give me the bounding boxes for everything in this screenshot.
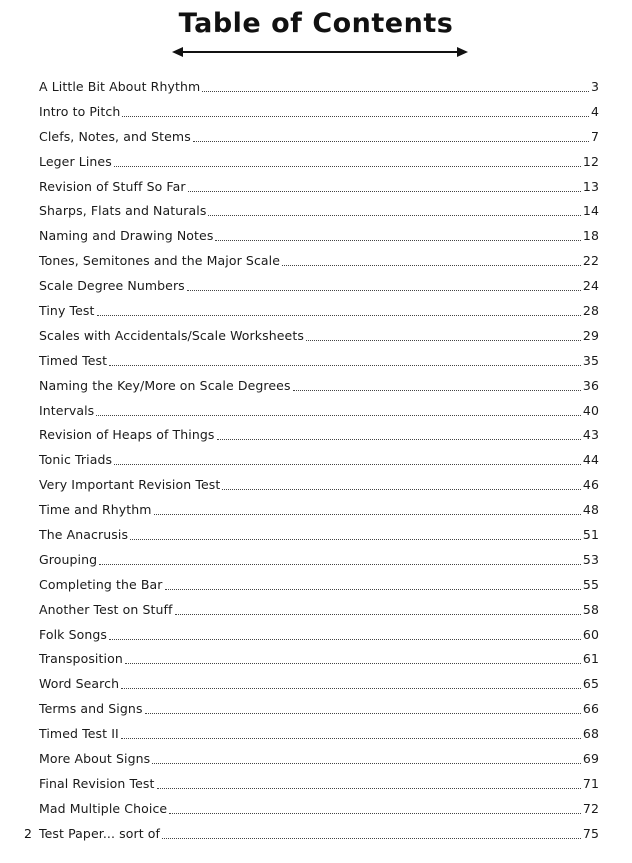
toc-entry-page: 61 bbox=[582, 651, 599, 667]
toc-entry-title: Tones, Semitones and the Major Scale bbox=[39, 253, 281, 269]
dot-leader bbox=[125, 662, 581, 664]
toc-entry bbox=[39, 796, 599, 821]
toc-entry-page: 35 bbox=[582, 352, 599, 368]
toc-entry bbox=[39, 422, 599, 447]
toc-entry-title: Naming and Drawing Notes bbox=[39, 228, 214, 244]
toc-entry bbox=[39, 99, 599, 124]
toc-entry-page: 51 bbox=[582, 526, 599, 542]
toc-entry bbox=[39, 547, 599, 572]
toc-list bbox=[39, 74, 599, 846]
toc-entry-title: Timed Test bbox=[39, 352, 108, 368]
toc-entry-title: Naming the Key/More on Scale Degrees bbox=[39, 377, 291, 393]
toc-entry-page: 13 bbox=[582, 178, 599, 194]
toc-entry-page: 12 bbox=[582, 153, 599, 169]
dot-leader bbox=[222, 488, 581, 490]
dot-leader bbox=[187, 289, 581, 291]
dot-leader bbox=[282, 264, 581, 266]
toc-entry bbox=[39, 447, 599, 472]
dot-leader bbox=[130, 538, 581, 540]
toc-entry-page: 53 bbox=[582, 551, 599, 567]
toc-entry-page: 72 bbox=[582, 800, 599, 816]
toc-entry-title: Scale Degree Numbers bbox=[39, 278, 185, 294]
dot-leader bbox=[121, 737, 581, 739]
toc-entry-title: Grouping bbox=[39, 551, 98, 567]
toc-entry-page: 24 bbox=[582, 278, 599, 294]
toc-entry bbox=[39, 721, 599, 746]
dot-leader bbox=[109, 638, 581, 640]
toc-entry bbox=[39, 273, 599, 298]
dot-leader bbox=[193, 140, 589, 142]
toc-entry bbox=[39, 174, 599, 199]
toc-entry-page: 75 bbox=[582, 825, 599, 841]
dot-leader bbox=[157, 787, 581, 789]
dot-leader bbox=[169, 812, 581, 814]
toc-entry-title: Clefs, Notes, and Stems bbox=[39, 128, 191, 144]
toc-entry-title: Test Paper... sort of bbox=[39, 825, 161, 841]
toc-entry-page: 69 bbox=[582, 750, 599, 766]
dot-leader bbox=[215, 239, 580, 241]
toc-entry bbox=[39, 746, 599, 771]
toc-entry-title: Another Test on Stuff bbox=[39, 601, 173, 617]
dot-leader bbox=[293, 389, 581, 391]
toc-entry-title: Intro to Pitch bbox=[39, 103, 121, 119]
toc-entry-page: 58 bbox=[582, 601, 599, 617]
double-arrow-divider bbox=[172, 45, 468, 59]
toc-entry-page: 14 bbox=[582, 203, 599, 219]
toc-entry-title: Tiny Test bbox=[39, 302, 95, 318]
dot-leader bbox=[217, 438, 581, 440]
toc-entry-page: 65 bbox=[582, 676, 599, 692]
toc-entry-page: 43 bbox=[582, 427, 599, 443]
dot-leader bbox=[114, 463, 581, 465]
toc-entry bbox=[39, 248, 599, 273]
toc-entry-page: 3 bbox=[590, 78, 599, 94]
dot-leader bbox=[154, 513, 581, 515]
dot-leader bbox=[188, 190, 581, 192]
dot-leader bbox=[175, 613, 581, 615]
toc-entry bbox=[39, 522, 599, 547]
toc-entry-page: 40 bbox=[582, 402, 599, 418]
toc-entry-title: Tonic Triads bbox=[39, 452, 113, 468]
toc-entry-page: 22 bbox=[582, 253, 599, 269]
page-number: 2 bbox=[24, 826, 32, 841]
toc-entry-title: Transposition bbox=[39, 651, 123, 667]
toc-entry-title: More About Signs bbox=[39, 750, 151, 766]
dot-leader bbox=[208, 214, 580, 216]
dot-leader bbox=[152, 762, 581, 764]
dot-leader bbox=[99, 563, 581, 565]
toc-entry bbox=[39, 671, 599, 696]
toc-entry-page: 66 bbox=[582, 701, 599, 717]
dot-leader bbox=[306, 339, 581, 341]
dot-leader bbox=[114, 165, 581, 167]
toc-entry-title: Intervals bbox=[39, 402, 95, 418]
toc-entry bbox=[39, 74, 599, 99]
toc-entry-title: Terms and Signs bbox=[39, 701, 143, 717]
toc-entry-page: 29 bbox=[582, 327, 599, 343]
toc-entry-page: 48 bbox=[582, 502, 599, 518]
toc-entry-page: 4 bbox=[590, 103, 599, 119]
toc-entry-title: Very Important Revision Test bbox=[39, 477, 221, 493]
toc-entry-title: Sharps, Flats and Naturals bbox=[39, 203, 207, 219]
toc-entry-page: 46 bbox=[582, 477, 599, 493]
toc-entry-page: 55 bbox=[582, 576, 599, 592]
toc-entry bbox=[39, 323, 599, 348]
toc-entry-title: Revision of Heaps of Things bbox=[39, 427, 215, 443]
toc-entry bbox=[39, 124, 599, 149]
dot-leader bbox=[162, 837, 581, 839]
toc-entry bbox=[39, 597, 599, 622]
dot-leader bbox=[96, 414, 581, 416]
toc-entry bbox=[39, 198, 599, 223]
toc-entry-page: 60 bbox=[582, 626, 599, 642]
dot-leader bbox=[145, 712, 581, 714]
toc-entry-page: 71 bbox=[582, 775, 599, 791]
toc-entry-title: Final Revision Test bbox=[39, 775, 155, 791]
toc-entry bbox=[39, 821, 599, 846]
toc-entry-title: A Little Bit About Rhythm bbox=[39, 78, 201, 94]
toc-entry-title: Scales with Accidentals/Scale Worksheets bbox=[39, 327, 304, 343]
toc-entry-title: Folk Songs bbox=[39, 626, 108, 642]
dot-leader bbox=[109, 364, 581, 366]
toc-entry bbox=[39, 771, 599, 796]
toc-entry-page: 68 bbox=[582, 726, 599, 742]
toc-entry-page: 36 bbox=[582, 377, 599, 393]
toc-entry bbox=[39, 223, 599, 248]
toc-entry bbox=[39, 622, 599, 647]
toc-entry bbox=[39, 298, 599, 323]
toc-entry-title: Word Search bbox=[39, 676, 120, 692]
toc-entry bbox=[39, 646, 599, 671]
dot-leader bbox=[202, 90, 589, 92]
toc-entry-title: Revision of Stuff So Far bbox=[39, 178, 186, 194]
toc-entry-page: 18 bbox=[582, 228, 599, 244]
dot-leader bbox=[122, 115, 589, 117]
toc-entry-title: The Anacrusis bbox=[39, 526, 129, 542]
toc-entry-title: Timed Test II bbox=[39, 726, 119, 742]
dot-leader bbox=[97, 314, 581, 316]
toc-entry-page: 28 bbox=[582, 302, 599, 318]
toc-entry bbox=[39, 373, 599, 398]
page-title: Table of Contents bbox=[178, 8, 454, 39]
toc-entry bbox=[39, 348, 599, 373]
toc-entry bbox=[39, 497, 599, 522]
toc-entry-title: Time and Rhythm bbox=[39, 502, 152, 518]
toc-entry-title: Completing the Bar bbox=[39, 576, 163, 592]
toc-entry bbox=[39, 398, 599, 423]
toc-entry bbox=[39, 472, 599, 497]
toc-entry-title: Mad Multiple Choice bbox=[39, 800, 168, 816]
toc-entry-title: Leger Lines bbox=[39, 153, 112, 169]
toc-entry bbox=[39, 696, 599, 721]
toc-entry bbox=[39, 149, 599, 174]
toc-entry-page: 44 bbox=[582, 452, 599, 468]
toc-entry-page: 7 bbox=[590, 128, 599, 144]
dot-leader bbox=[165, 588, 581, 590]
toc-entry bbox=[39, 572, 599, 597]
dot-leader bbox=[121, 687, 581, 689]
